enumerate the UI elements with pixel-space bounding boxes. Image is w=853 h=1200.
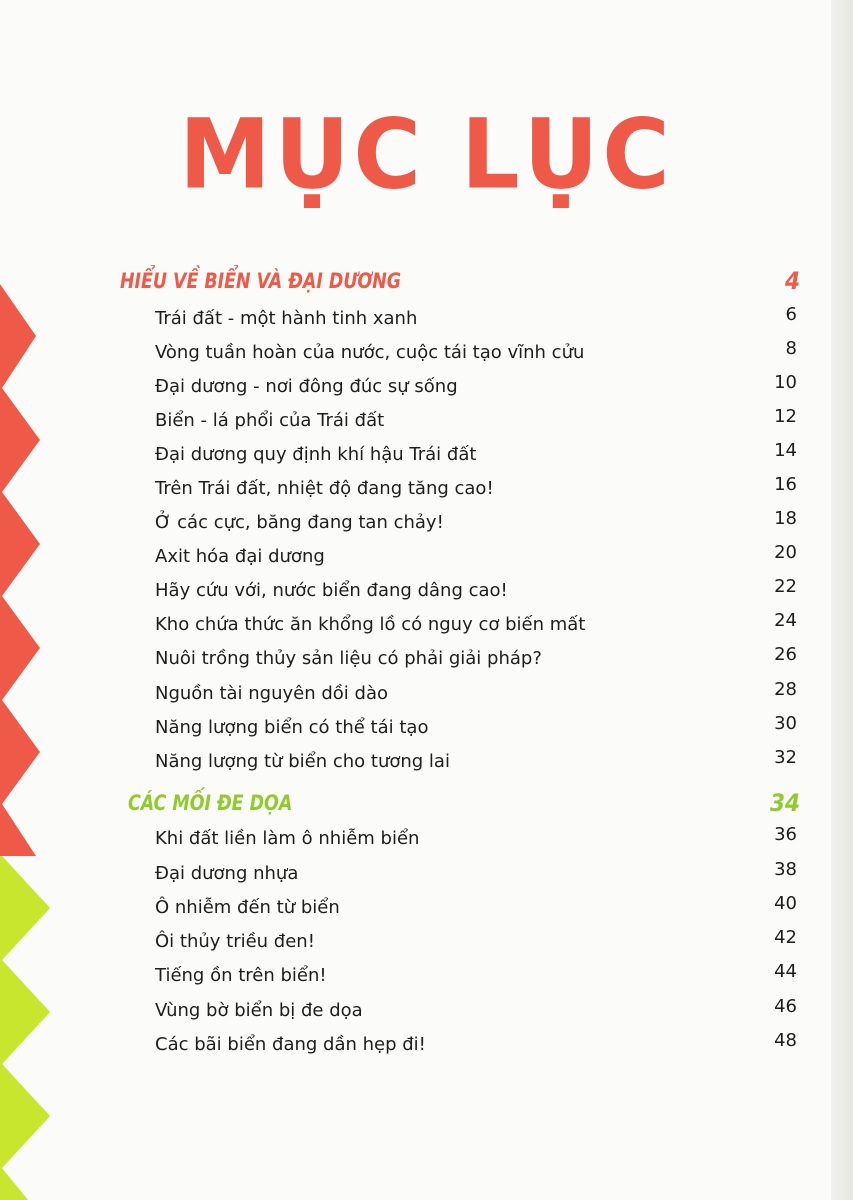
entry-page-number: 26 <box>774 644 797 665</box>
toc-entry <box>155 994 797 1028</box>
entry-title: Trên Trái đất, nhiệt độ đang tăng cao! <box>155 478 494 499</box>
entry-page-number: 24 <box>774 610 797 631</box>
entry-page-number: 14 <box>774 440 797 461</box>
toc-entry <box>155 608 797 642</box>
toc-entry <box>155 925 797 959</box>
toc-entry <box>155 959 797 993</box>
entry-title: Khi đất liền làm ô nhiễm biển <box>155 828 420 849</box>
section-page-number: 4 <box>784 267 800 295</box>
toc-entry <box>155 1028 797 1062</box>
entry-page-number: 32 <box>774 747 797 768</box>
toc-entry <box>155 438 797 472</box>
entry-page-number: 48 <box>774 1030 797 1051</box>
toc-entry <box>155 711 797 745</box>
entry-title: Nguồn tài nguyên dồi dào <box>155 683 388 704</box>
toc-entry <box>155 336 797 370</box>
entry-title: Trái đất - một hành tinh xanh <box>155 308 418 329</box>
entry-title: Đại dương - nơi đông đúc sự sống <box>155 376 458 397</box>
toc-entry <box>155 642 797 676</box>
toc-entry <box>155 370 797 404</box>
section-1-header <box>120 264 800 298</box>
entry-title: Kho chứa thức ăn khổng lồ có nguy cơ biến mất <box>155 614 586 635</box>
entry-title: Ôi thủy triều đen! <box>155 931 315 952</box>
toc-entry <box>155 677 797 711</box>
toc-entry <box>155 472 797 506</box>
entry-page-number: 10 <box>774 372 797 393</box>
toc-entry <box>155 506 797 540</box>
entry-title: Ở các cực, băng đang tan chảy! <box>155 512 444 533</box>
toc-entry <box>155 857 797 891</box>
entry-title: Năng lượng biển có thể tái tạo <box>155 717 429 738</box>
entry-title: Tiếng ồn trên biển! <box>155 965 327 986</box>
entry-title: Đại dương nhựa <box>155 863 299 884</box>
entry-page-number: 40 <box>774 893 797 914</box>
entry-title: Các bãi biển đang dần hẹp đi! <box>155 1034 426 1055</box>
red-zigzag-band <box>0 284 40 856</box>
toc-entry <box>155 745 797 779</box>
toc-entry <box>155 404 797 438</box>
entry-page-number: 8 <box>785 338 797 359</box>
toc-entry <box>155 891 797 925</box>
entry-title: Biển - lá phổi của Trái đất <box>155 410 385 431</box>
entry-page-number: 22 <box>774 576 797 597</box>
entry-title: Nuôi trồng thủy sản liệu có phải giải pháp? <box>155 648 542 669</box>
entry-title: Vòng tuần hoàn của nước, cuộc tái tạo vĩnh cửu <box>155 342 585 363</box>
entry-page-number: 18 <box>774 508 797 529</box>
entry-page-number: 16 <box>774 474 797 495</box>
entry-title: Axit hóa đại dương <box>155 546 325 567</box>
entry-page-number: 36 <box>774 824 797 845</box>
page-title: MỤC LỤC <box>179 98 674 211</box>
entry-page-number: 38 <box>774 859 797 880</box>
entry-page-number: 30 <box>774 713 797 734</box>
toc-entry <box>155 302 797 336</box>
section-title: HIỂU VỀ BIỂN VÀ ĐẠI DƯƠNG <box>120 269 402 293</box>
entry-page-number: 12 <box>774 406 797 427</box>
section-page-number: 34 <box>769 789 800 817</box>
entry-title: Ô nhiễm đến từ biển <box>155 897 340 918</box>
entry-title: Đại dương quy định khí hậu Trái đất <box>155 444 477 465</box>
section-2-header <box>128 786 800 820</box>
toc-entry <box>155 574 797 608</box>
entry-title: Vùng bờ biển bị đe dọa <box>155 1000 363 1021</box>
entry-page-number: 6 <box>785 304 797 325</box>
entry-page-number: 46 <box>774 996 797 1017</box>
entry-title: Năng lượng từ biển cho tương lai <box>155 751 450 772</box>
entry-page-number: 28 <box>774 679 797 700</box>
entry-title: Hãy cứu với, nước biển đang dâng cao! <box>155 580 508 601</box>
green-zigzag-band <box>0 856 50 1200</box>
toc-entry <box>155 822 797 856</box>
entry-page-number: 20 <box>774 542 797 563</box>
section-title: CÁC MỐI ĐE DỌA <box>128 791 293 815</box>
entry-page-number: 42 <box>774 927 797 948</box>
toc-entry <box>155 540 797 574</box>
entry-page-number: 44 <box>774 961 797 982</box>
